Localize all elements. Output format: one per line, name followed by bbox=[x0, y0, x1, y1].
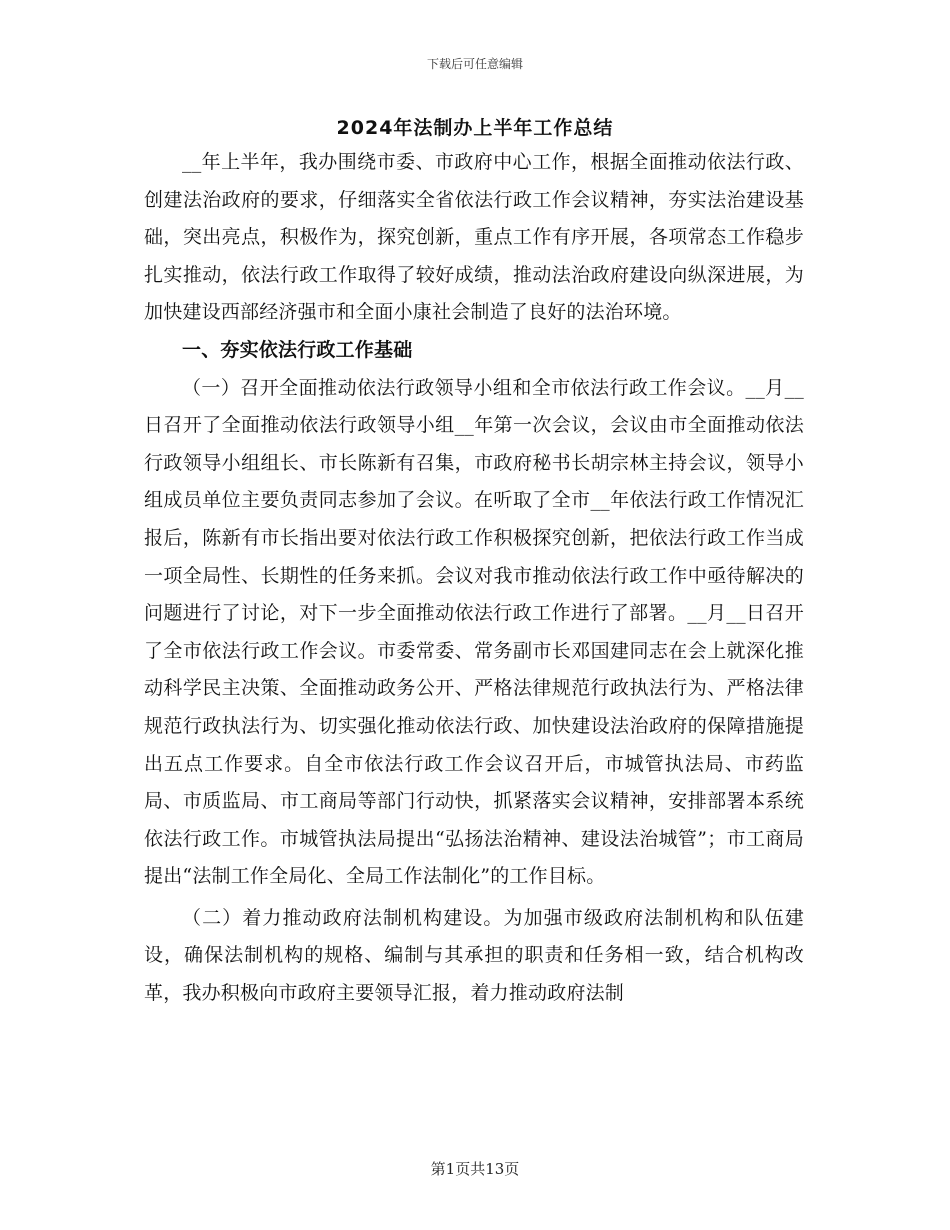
page-footer: 第1页共13页 bbox=[430, 1160, 520, 1178]
section-heading: 一、夯实依法行政工作基础 bbox=[182, 338, 413, 361]
intro-paragraph: __年上半年，我办围绕市委、市政府中心工作，根据全面推动依法行政、创建法治政府的要求，仔细落实全省依法行政工作会议精神，夯实法治建设基础，突出亮点，积极作为，探究创新，重点工作有序开展，各项常态工作稳步扎实推动，依法行政工作取得了较好成绩，推动法治政府建设向纵深进展，为加快建设西部经济强市和全面小康社会制造了良好的法治环境。 bbox=[144, 151, 804, 324]
document-body bbox=[144, 144, 804, 1013]
header-note: 下载后可任意编辑 bbox=[426, 57, 523, 71]
item-2-paragraph: （二）着力推动政府法制机构建设。为加强市级政府法制机构和队伍建设，确保法制机构的规格、编制与其承担的职责和任务相一致，结合机构改革，我办积极向市政府主要领导汇报，着力推动政府法制 bbox=[144, 906, 804, 1005]
item-1-paragraph: （一）召开全面推动依法行政领导小组和全市依法行政工作会议。__月__日召开了全面推动依法行政领导小组__年第一次会议，会议由市全面推动依法行政领导小组组长、市长陈新有召集，市政府秘书长胡宗林主持会议，领导小组成员单位主要负责同志参加了会议。在听取了全市__年依法行政工作情况汇报后，陈新有市长指出要对依法行政工作积极探究创新，把依法行政工作当成一项全局性、长期性的任务来抓。会议对我市推动依法行政工作中亟待解决的问题进行了讨论，对下一步全面推动依法行政工作进行了部署。__月__日召开了全市依法行政工作会议。市委常委、常务副市长邓国建同志在会上就深化推动科学民主决策、全面推动政务公开、严格法律规范行政执法行为、严格法律规范行政执法行为、切实强化推动依法行政、加快建设法治政府的保障措施提出五点工作要求。自全市依法行政工作会议召开后，市城管执法局、市药监局、市质监局、市工商局等部门行动快，抓紧落实会议精神，安排部署本系统依法行政工作。市城管执法局提出“弘扬法治精神、建设法治城管”；市工商局提出“法制工作全局化、全局工作法制化”的工作目标。 bbox=[144, 376, 804, 888]
document-title: 2024年法制办上半年工作总结 bbox=[336, 117, 614, 139]
